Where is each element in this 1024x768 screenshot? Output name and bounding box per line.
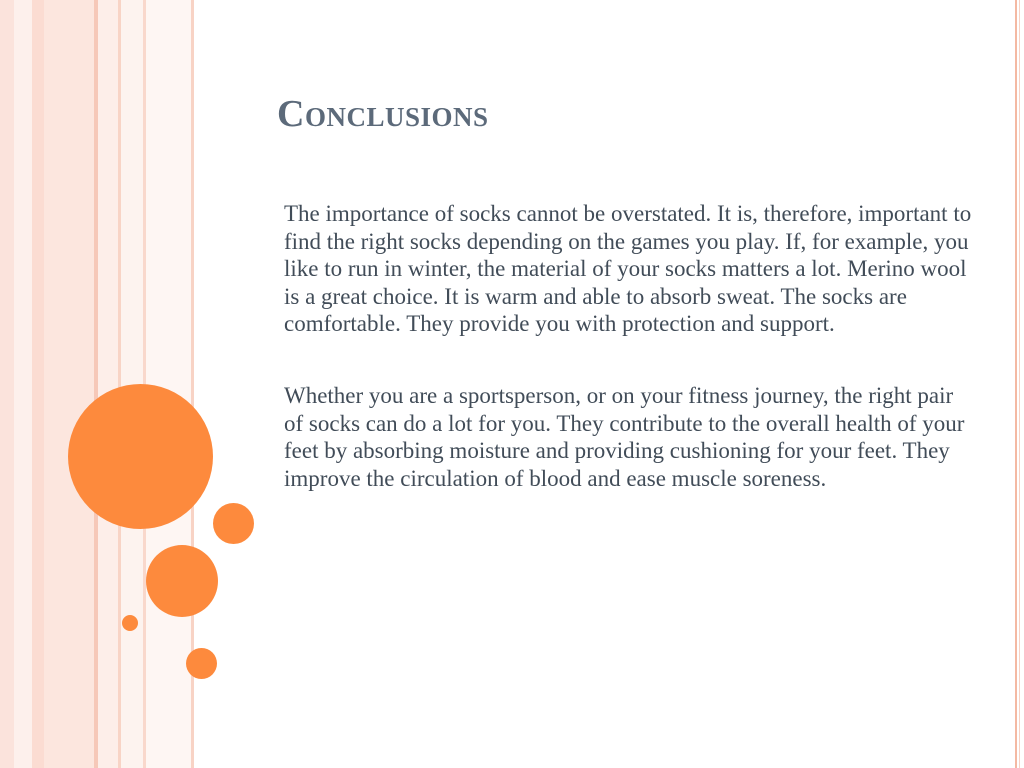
decor-circle-large (68, 384, 213, 529)
decor-stripe (98, 0, 118, 768)
decor-stripe (32, 0, 44, 768)
slide-title: Conclusions (277, 93, 489, 135)
slide-body (284, 200, 974, 536)
decor-stripe (44, 0, 94, 768)
paragraph-1: The importance of socks cannot be overstated. It is, therefore, important to find the right socks depending on the games you play. If, for example, you like to run in winter, the material of your socks matters a lot. Merino wool is a great choice. It is warm and able to absorb sweat. The socks are comfortable. They provide you with protection and support. (284, 201, 972, 337)
decor-circle-small (186, 648, 217, 679)
decor-stripe (0, 0, 14, 768)
decor-circle-tiny (122, 615, 138, 631)
decor-circle-small (213, 503, 254, 544)
decor-stripe (14, 0, 32, 768)
decor-border-line (1015, 0, 1017, 768)
decor-circle-medium (146, 545, 218, 617)
paragraph-2: Whether you are a sportsperson, or on your fitness journey, the right pair of socks can do a lot for you. They contribute to the overall health of your feet by absorbing moisture and providing cushioning for your feet. They improve the circulation of blood and ease muscle soreness. (284, 382, 965, 491)
decor-stripe (146, 0, 191, 768)
decor-border-line (1019, 0, 1020, 768)
